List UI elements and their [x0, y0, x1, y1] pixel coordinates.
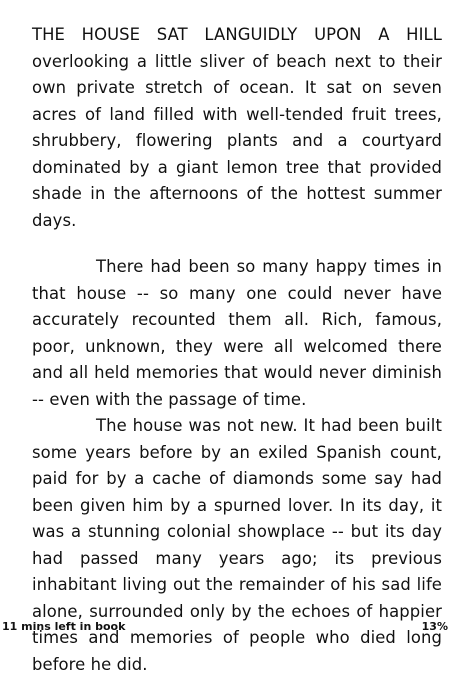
- reader-page: [32, 22, 442, 678]
- paragraph-1-text: overlooking a little sliver of beach next to their own private stretch of ocean. It sat on seven acres of land filled with well-tended fruit trees, shrubbery, flowering plants and a courtyard dominated by a giant lemon tree that provided shade in the afternoons of the hottest summer days.: [32, 51, 442, 230]
- chapter-opening-lead: THE HOUSE SAT LANGUIDLY UPON A HILL: [32, 25, 442, 44]
- paragraph-3: The house was not new. It had been built some years before by an exiled Spanish count, paid for by a cache of diamonds some say had been given him by a spurned lover. In its day, it was a stunning colonial showplace -- but its day had passed many years ago; its previous inhabitant living out the remainder of his sad life alone, surrounded only by the echoes of happier times and memories of people who died long before he did.: [32, 416, 442, 674]
- paragraph-1: [32, 22, 442, 234]
- time-left-label: 11 mins left in book: [2, 620, 126, 633]
- progress-percent: 13%: [421, 620, 448, 633]
- reader-footer: [2, 620, 448, 633]
- paragraph-2: There had been so many happy times in that house -- so many one could never have accurately recounted them all. Rich, famous, poor, unknown, they were all welcomed there and all held memories that would never diminish -- even with the passage of time.: [32, 257, 442, 409]
